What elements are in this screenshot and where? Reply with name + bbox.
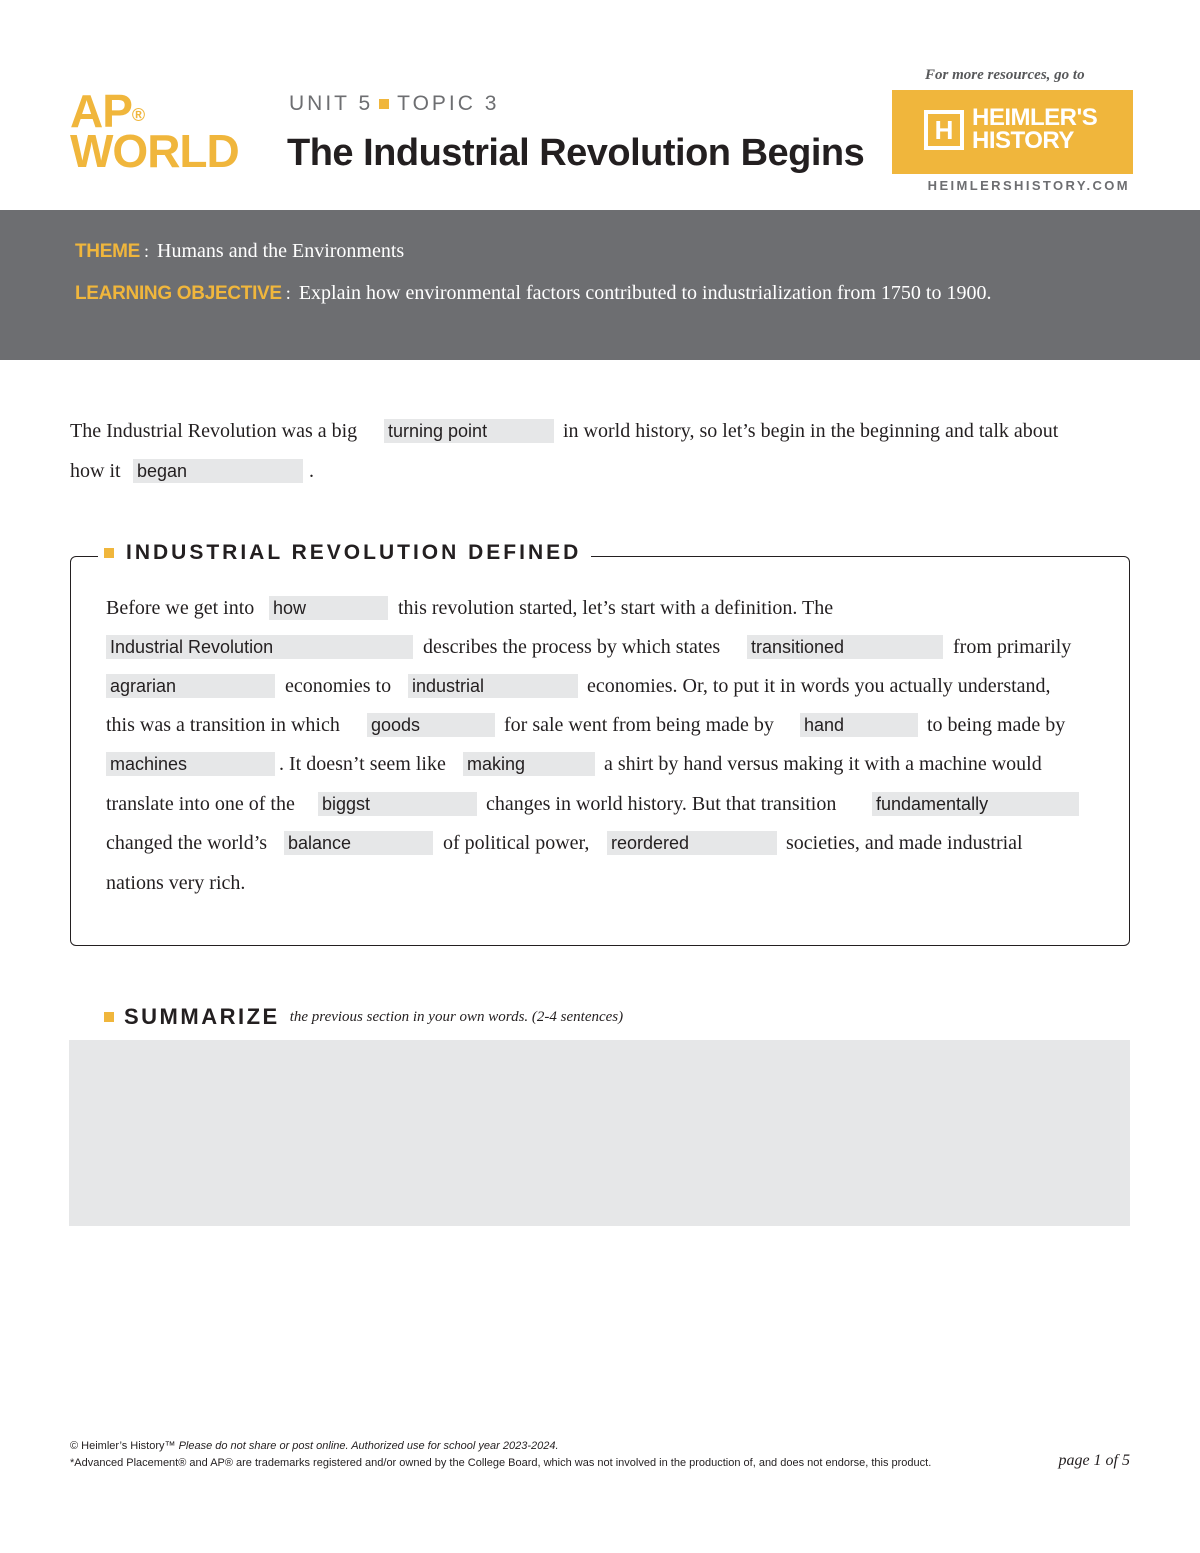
topic-label: TOPIC 3 — [397, 92, 500, 115]
brand-line-1: HEIMLER'S — [972, 104, 1098, 131]
intro-text-1: The Industrial Revolution was a big — [70, 420, 358, 442]
copyright-text: © Heimler’s History™ — [70, 1440, 176, 1452]
objective-label: LEARNING OBJECTIVE — [75, 283, 282, 304]
objective-colon: : — [285, 283, 291, 303]
section-text: translate into one of the — [106, 793, 295, 815]
section-text: a shirt by hand versus making it with a machine would — [604, 753, 1042, 775]
fill-in-blank[interactable]: machines — [106, 752, 275, 776]
section-text: for sale went from being made by — [504, 714, 774, 736]
section-text: societies, and made industrial — [786, 832, 1023, 854]
fill-in-blank[interactable]: industrial — [408, 674, 578, 698]
fill-in-blank[interactable]: how — [269, 596, 388, 620]
section-text: changed the world’s — [106, 832, 268, 854]
brand-name — [972, 106, 1097, 152]
section-text: describes the process by which states — [423, 636, 721, 658]
theme-row — [75, 240, 404, 263]
section-text: this revolution started, let’s start with a definition. The — [398, 597, 834, 619]
objective-row — [75, 282, 991, 305]
heimlers-history-logo[interactable] — [892, 90, 1133, 174]
theme-colon: : — [144, 241, 150, 261]
summary-text-area[interactable] — [69, 1040, 1130, 1226]
ap-world-logo — [70, 85, 270, 178]
objective-text: Explain how environmental factors contributed to industrialization from 1750 to 1900. — [298, 282, 992, 304]
section-text: Before we get into — [106, 597, 255, 619]
fill-in-blank[interactable]: biggst — [318, 792, 477, 816]
square-bullet-icon — [379, 99, 389, 109]
theme-band — [0, 210, 1200, 360]
square-bullet-icon — [104, 548, 114, 558]
usage-notice: Please do not share or post online. Authorized use for school year 2023-2024. — [178, 1440, 559, 1452]
copyright-line — [70, 1440, 559, 1452]
section-text: of political power, — [443, 832, 590, 854]
fill-in-blank[interactable]: agrarian — [106, 674, 275, 698]
fill-in-blank[interactable]: Industrial Revolution — [106, 635, 413, 659]
fill-in-blank[interactable]: turning point — [384, 419, 554, 443]
square-bullet-icon — [104, 1012, 114, 1022]
summarize-instructions: the previous section in your own words. (2-4 sentences) — [289, 1008, 624, 1025]
section-text: . It doesn’t seem like — [279, 753, 446, 775]
intro-text-2: in world history, so let’s begin in the beginning and talk about — [563, 420, 1059, 442]
logo-reg-mark: ® — [131, 105, 145, 125]
summarize-heading-text: SUMMARIZE — [124, 1004, 280, 1029]
hh-monogram-icon: H — [924, 110, 964, 150]
unit-label: UNIT 5 — [289, 92, 374, 115]
summarize-heading — [104, 1004, 623, 1030]
section-text: changes in world history. But that transition — [486, 793, 837, 815]
brand-line-2: HISTORY — [972, 127, 1074, 154]
intro-text-3: how it — [70, 460, 121, 482]
fill-in-blank[interactable]: fundamentally — [872, 792, 1079, 816]
section-text: from primarily — [953, 636, 1072, 658]
logo-ap-text: AP — [70, 85, 132, 137]
theme-label: THEME — [75, 241, 141, 262]
fill-in-blank[interactable]: making — [463, 752, 595, 776]
trademark-notice: *Advanced Placement® and AP® are trademarks registered and/or owned by the College Board, which was not involved in the production of, and does not endorse, this product. — [70, 1457, 932, 1469]
fill-in-blank[interactable]: goods — [367, 713, 495, 737]
section-text: to being made by — [927, 714, 1066, 736]
section-text: this was a transition in which — [106, 714, 340, 736]
fill-in-blank[interactable]: reordered — [607, 831, 777, 855]
logo-world-text: WORLD — [70, 125, 239, 177]
fill-in-blank[interactable]: began — [133, 459, 303, 483]
theme-text: Humans and the Environments — [157, 240, 405, 262]
intro-text-4: . — [309, 460, 314, 482]
brand-url-link[interactable]: HEIMLERSHISTORY.COM — [927, 178, 1130, 193]
resources-note: For more resources, go to — [925, 67, 1085, 83]
fill-in-blank[interactable]: hand — [800, 713, 918, 737]
section-text: nations very rich. — [106, 872, 246, 894]
section-heading — [98, 541, 591, 565]
unit-topic-line — [289, 92, 499, 116]
page-title: The Industrial Revolution Begins — [287, 132, 865, 174]
section-heading-text: INDUSTRIAL REVOLUTION DEFINED — [126, 541, 582, 564]
page-number: page 1 of 5 — [1058, 1452, 1130, 1469]
fill-in-blank[interactable]: transitioned — [747, 635, 943, 659]
fill-in-blank[interactable]: balance — [284, 831, 433, 855]
section-text: economies to — [285, 675, 392, 697]
section-text: economies. Or, to put it in words you actually understand, — [587, 675, 1051, 697]
